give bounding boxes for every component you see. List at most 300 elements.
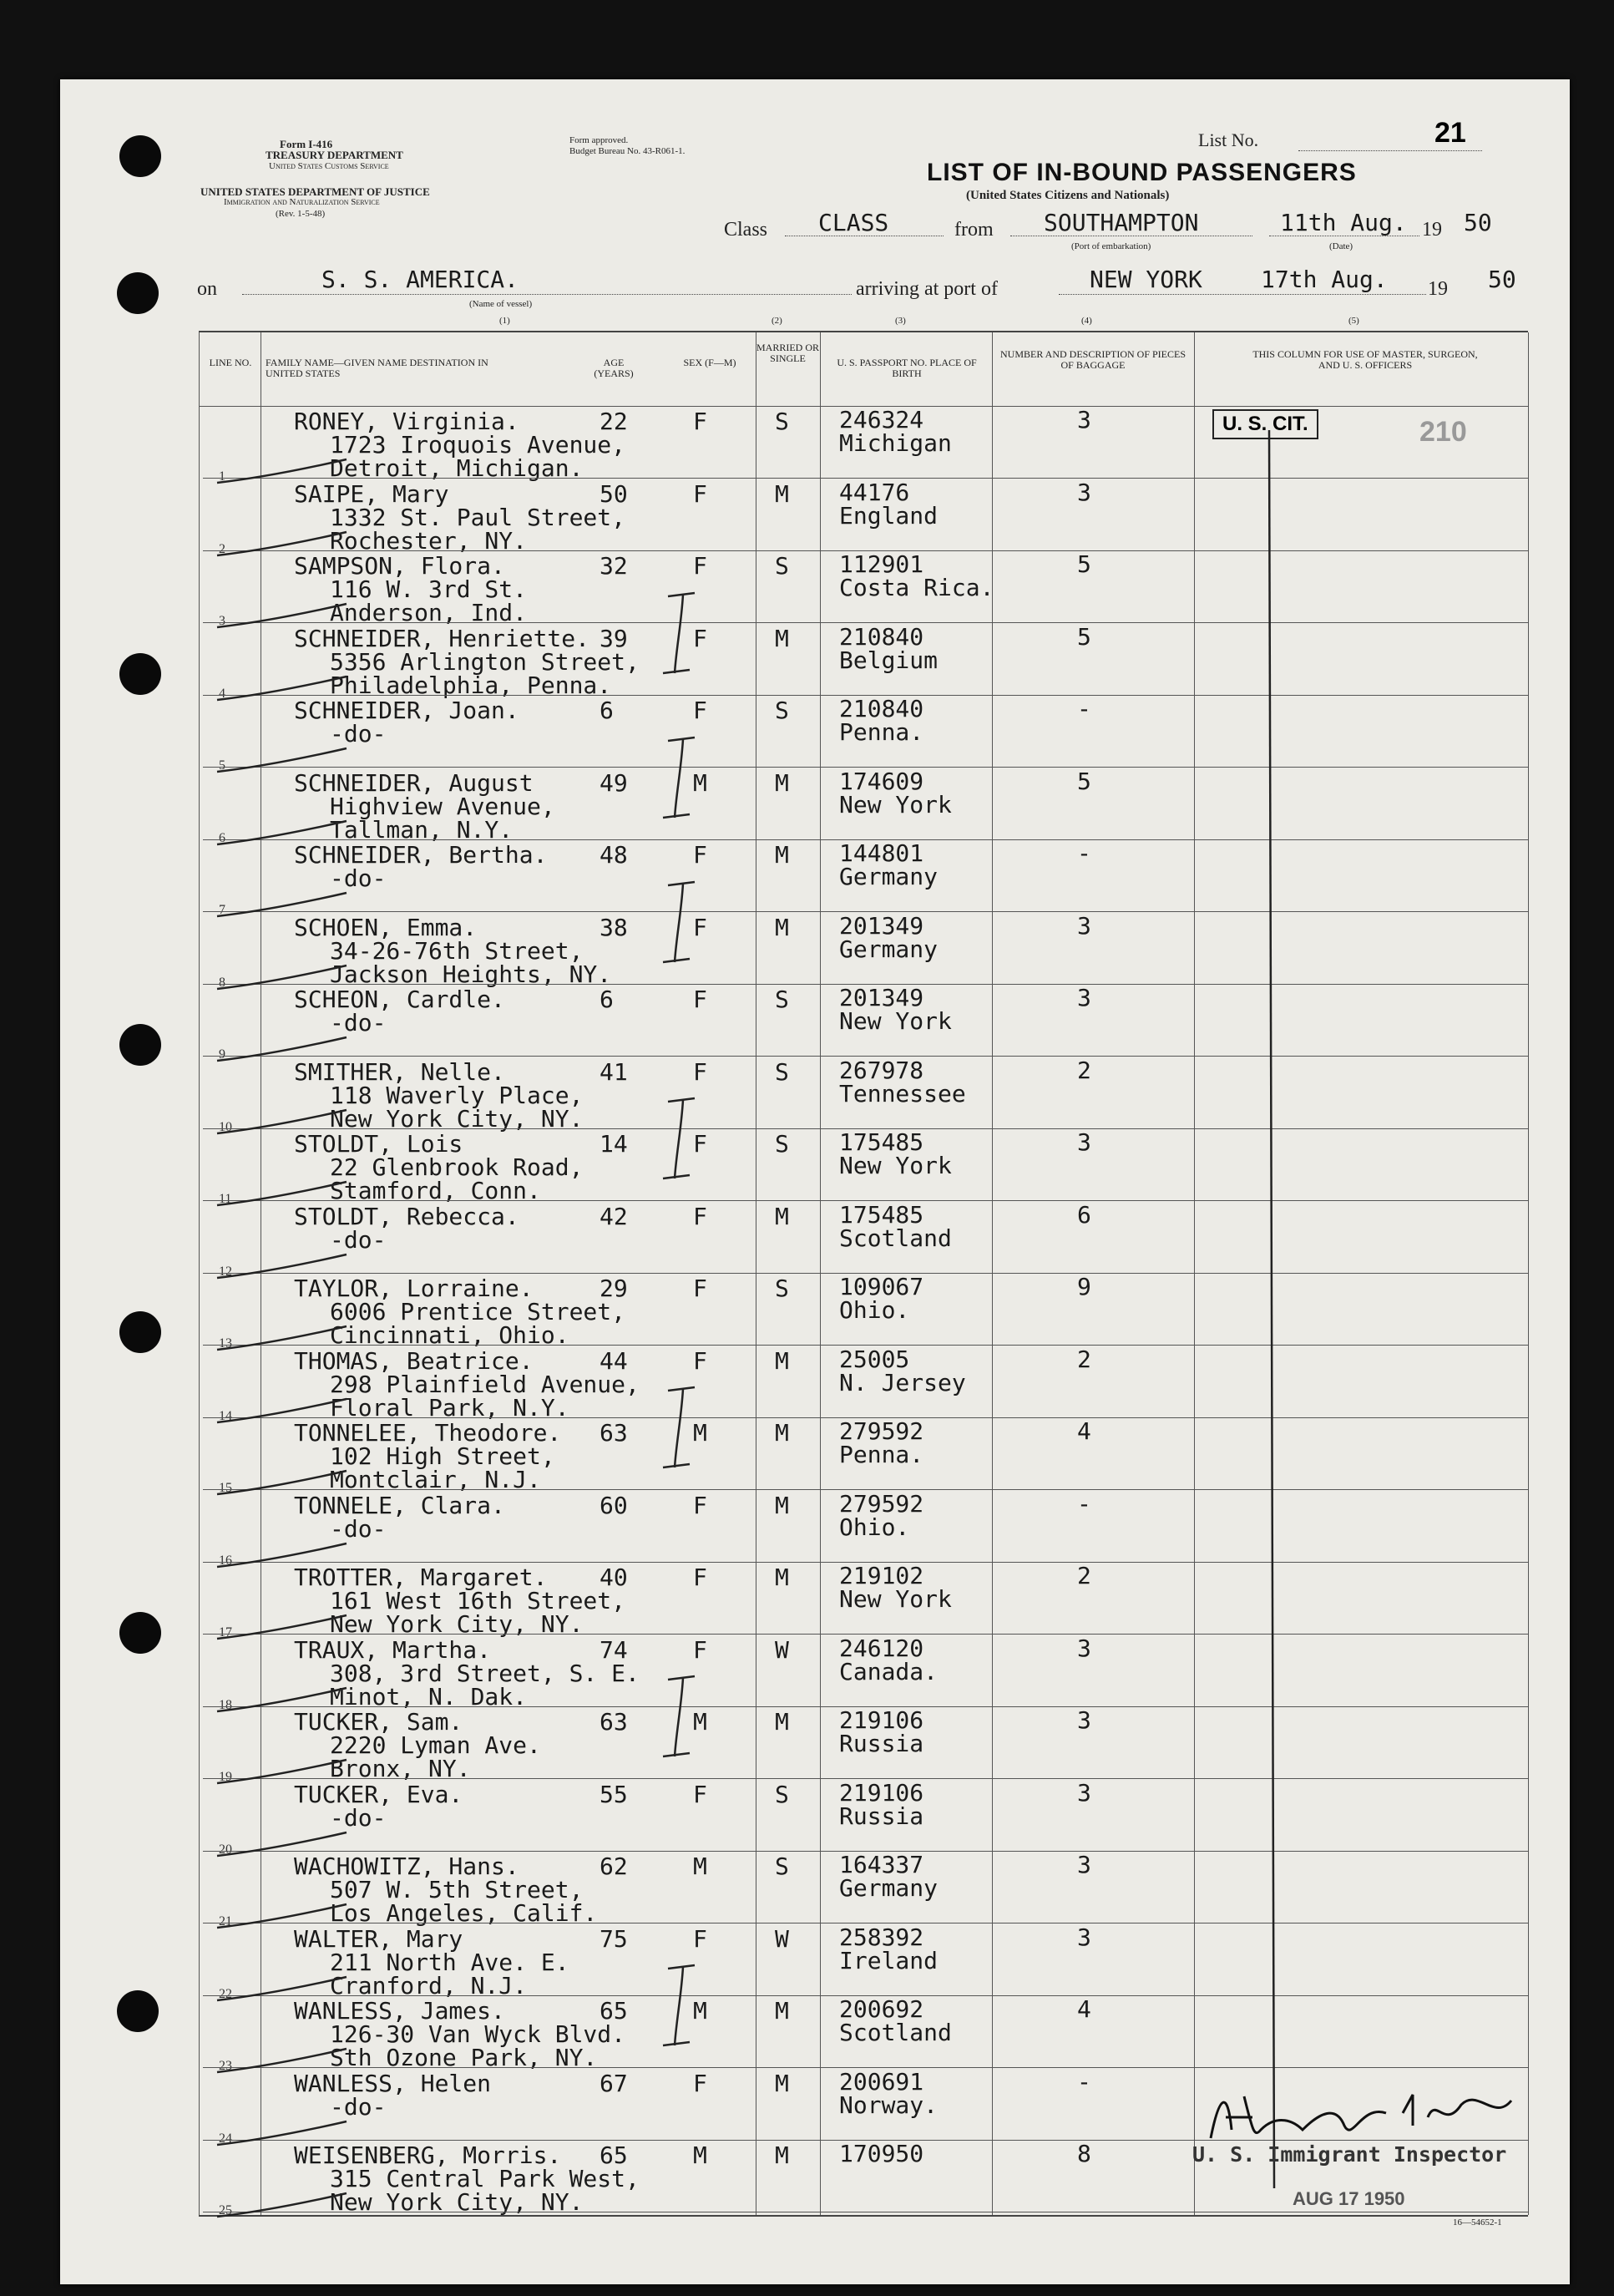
passport-number: 210840 — [839, 695, 924, 722]
place-of-birth: Scotland — [839, 1224, 952, 1252]
passenger-address: 102 High Street, — [330, 1442, 555, 1470]
arrival-year-prefix: 19 — [1428, 278, 1448, 300]
passenger-address: -do- — [330, 1803, 387, 1832]
passport-number: 164337 — [839, 1851, 924, 1878]
passenger-name: WALTER, Mary — [294, 1924, 463, 1953]
line-number: 15 — [219, 1481, 232, 1495]
passport-number: 25005 — [839, 1345, 910, 1373]
passenger-marital-status: M — [775, 913, 789, 941]
passenger-name: TUCKER, Sam. — [294, 1708, 463, 1736]
passenger-address: Highview Avenue, — [330, 792, 555, 820]
passport-number: 279592 — [839, 1417, 924, 1445]
list-label: List No. — [1198, 129, 1259, 150]
passenger-name: STOLDT, Rebecca. — [294, 1202, 519, 1230]
baggage-count: 6 — [1077, 1200, 1091, 1229]
col-number-2: (2) — [772, 316, 782, 326]
passenger-address: 161 West 16th Street, — [330, 1587, 626, 1614]
baggage-count: 3 — [1077, 911, 1091, 940]
passenger-marital-status: M — [775, 1346, 789, 1375]
line-number: 17 — [219, 1625, 232, 1640]
passenger-sex: F — [693, 1924, 707, 1953]
baggage-count: 9 — [1077, 1273, 1091, 1300]
passenger-sex: M — [693, 2141, 707, 2169]
place-of-birth: Penna. — [839, 1441, 924, 1468]
col-number-1: (1) — [499, 316, 510, 326]
baggage-count: 3 — [1077, 1634, 1091, 1662]
passenger-sex: M — [693, 1708, 707, 1736]
line-number: 3 — [219, 614, 225, 628]
passenger-age: 39 — [600, 624, 628, 652]
baggage-count: 5 — [1077, 550, 1091, 578]
approval-line2: Budget Bureau No. 43-R061-1. — [569, 146, 686, 156]
line-number: 2 — [219, 541, 225, 556]
passenger-marital-status: M — [775, 2069, 789, 2097]
passenger-city: Tallman, N.Y. — [330, 815, 514, 844]
passenger-name: THOMAS, Beatrice. — [294, 1346, 534, 1375]
passenger-marital-status: S — [775, 986, 789, 1013]
place-of-birth: N. Jersey — [839, 1368, 966, 1396]
class-label: Class — [724, 219, 768, 241]
passenger-marital-status: M — [775, 1491, 789, 1519]
passenger-city: Stamford, Conn. — [330, 1177, 541, 1204]
passenger-marital-status: W — [775, 1924, 789, 1953]
passenger-marital-status: W — [775, 1635, 789, 1664]
passport-number: 219102 — [839, 1562, 924, 1589]
passenger-city: Anderson, Ind. — [330, 599, 528, 626]
baggage-count: - — [1077, 839, 1091, 867]
place-of-birth: Penna. — [839, 718, 924, 746]
passenger-name: TROTTER, Margaret. — [294, 1564, 548, 1591]
passenger-age: 75 — [600, 1924, 628, 1953]
passport-number: 258392 — [839, 1923, 924, 1951]
passenger-age: 41 — [600, 1057, 628, 1086]
us-citizen-stamp: U. S. CIT. — [1212, 409, 1318, 439]
place-of-birth: New York — [839, 1152, 952, 1179]
ins-service: Immigration and Naturalization Service — [224, 197, 380, 207]
passenger-name: SCHNEIDER, August — [294, 768, 534, 797]
baggage-count: 3 — [1077, 1706, 1091, 1734]
place-of-birth: Germany — [839, 935, 939, 963]
passenger-name: SAMPSON, Flora. — [294, 552, 505, 580]
line-number: 21 — [219, 1914, 232, 1929]
passenger-city: Jackson Heights, NY. — [330, 960, 612, 988]
passenger-address: 1723 Iroquois Avenue, — [330, 431, 626, 459]
arrival-port: NEW YORK — [1090, 266, 1202, 293]
passenger-sex: F — [693, 552, 707, 580]
binder-hole — [119, 1024, 161, 1066]
passenger-sex: F — [693, 1780, 707, 1808]
date-caption: (Date) — [1329, 241, 1353, 251]
passenger-sex: F — [693, 1564, 707, 1591]
passenger-city: New York City, NY. — [330, 1104, 584, 1133]
passenger-city: Cincinnati, Ohio. — [330, 1321, 569, 1349]
passenger-address: 211 North Ave. E. — [330, 1948, 569, 1976]
form-number: Form I-416 — [280, 138, 333, 150]
passenger-sex: F — [693, 697, 707, 724]
family-bracket-mark — [651, 590, 710, 682]
passenger-age: 6 — [600, 986, 614, 1013]
departure-year: 50 — [1464, 209, 1492, 236]
binder-hole — [119, 1311, 161, 1353]
place-of-birth: Ireland — [839, 1946, 939, 1974]
passenger-sex: F — [693, 1202, 707, 1230]
passenger-sex: F — [693, 1275, 707, 1302]
col-age: AGE (YEARS) — [594, 357, 634, 379]
check-mark — [213, 2192, 355, 2225]
approval-line1: Form approved. — [569, 135, 629, 145]
passenger-marital-status: S — [775, 1275, 789, 1302]
document-title: LIST OF IN-BOUND PASSENGERS — [927, 159, 1357, 186]
passenger-sex: F — [693, 1346, 707, 1375]
passenger-age: 40 — [600, 1564, 628, 1591]
passenger-address: -do- — [330, 864, 387, 892]
passenger-name: SCHNEIDER, Bertha. — [294, 841, 548, 869]
binder-hole — [117, 272, 159, 314]
from-label: from — [954, 219, 994, 241]
passenger-marital-status: S — [775, 1057, 789, 1086]
place-of-birth: Tennessee — [839, 1079, 966, 1107]
col-number-4: (4) — [1081, 316, 1092, 326]
passenger-city: Bronx, NY. — [330, 1755, 471, 1782]
arrival-year: 50 — [1488, 266, 1516, 293]
passenger-sex: F — [693, 1491, 707, 1519]
family-bracket-mark — [651, 1095, 710, 1187]
passenger-age: 42 — [600, 1202, 628, 1230]
passport-number: 170950 — [839, 2140, 924, 2167]
passport-number: 279592 — [839, 1489, 924, 1518]
passport-number: 246120 — [839, 1634, 924, 1662]
col-married-single: MARRIED OR SINGLE — [756, 342, 819, 364]
passport-number: 109067 — [839, 1273, 924, 1300]
passenger-marital-status: M — [775, 768, 789, 797]
passenger-address: -do- — [330, 1514, 387, 1543]
passenger-marital-status: S — [775, 1130, 789, 1158]
baggage-count: - — [1077, 695, 1091, 722]
line-number: 1 — [219, 469, 225, 484]
place-of-birth: Costa Rica. — [839, 574, 994, 601]
place-of-birth: Russia — [839, 1802, 924, 1830]
passenger-sex: F — [693, 408, 707, 435]
passenger-name: SAIPE, Mary — [294, 479, 449, 508]
family-bracket-mark — [651, 1962, 710, 2054]
vessel-name: S. S. AMERICA. — [321, 266, 519, 293]
passenger-city: Sth Ozone Park, NY. — [330, 2044, 598, 2071]
baggage-count: 3 — [1077, 406, 1091, 433]
passenger-age: 29 — [600, 1275, 628, 1302]
pen-stroke-line — [1211, 426, 1311, 2197]
passenger-sex: F — [693, 1057, 707, 1086]
line-number: 8 — [219, 975, 225, 990]
passenger-city: New York City, NY. — [330, 1610, 584, 1638]
family-bracket-mark — [651, 879, 710, 971]
justice-dept: UNITED STATES DEPARTMENT OF JUSTICE — [200, 185, 430, 198]
passport-number: 210840 — [839, 622, 924, 651]
col-sex: SEX (F—M) — [683, 357, 736, 368]
passenger-name: WEISENBERG, Morris. — [294, 2141, 562, 2169]
passenger-address: -do- — [330, 1225, 387, 1254]
passenger-address: 34-26-76th Street, — [330, 936, 584, 965]
form-code: 16—54652-1 — [1453, 2217, 1502, 2228]
passport-number: 201349 — [839, 984, 924, 1011]
binder-hole — [119, 653, 161, 695]
baggage-count: 4 — [1077, 1417, 1091, 1445]
passenger-address: 298 Plainfield Avenue, — [330, 1370, 640, 1398]
passenger-age: 49 — [600, 768, 628, 797]
passenger-marital-status: S — [775, 1853, 789, 1880]
line-number: 10 — [219, 1119, 232, 1134]
passenger-city: Montclair, N.J. — [330, 1466, 541, 1493]
place-of-birth: Scotland — [839, 2019, 952, 2046]
passenger-age: 6 — [600, 697, 614, 724]
passenger-address: 308, 3rd Street, S. E. — [330, 1659, 640, 1687]
passport-number: 201349 — [839, 911, 924, 940]
passenger-name: WANLESS, Helen — [294, 2069, 492, 2097]
passenger-address: -do- — [330, 720, 387, 748]
line-number: 24 — [219, 2131, 232, 2146]
passenger-sex: F — [693, 986, 707, 1013]
line-number: 22 — [219, 1986, 232, 2001]
passenger-name: SCHOEN, Emma. — [294, 913, 478, 941]
passport-number: 175485 — [839, 1128, 924, 1156]
passenger-name: WACHOWITZ, Hans. — [294, 1853, 519, 1880]
passenger-age: 63 — [600, 1419, 628, 1447]
passport-number: 219106 — [839, 1778, 924, 1807]
passenger-marital-status: S — [775, 552, 789, 580]
line-number: 20 — [219, 1842, 232, 1857]
passenger-city: Rochester, NY. — [330, 526, 528, 555]
passenger-sex: F — [693, 479, 707, 508]
passenger-address: -do- — [330, 2092, 387, 2121]
passenger-address: 126-30 Van Wyck Blvd. — [330, 2020, 626, 2048]
revision: (Rev. 1-5-48) — [276, 209, 326, 219]
passenger-city: Los Angeles, Calif. — [330, 1899, 598, 1927]
passenger-address: 315 Central Park West, — [330, 2165, 640, 2192]
place-of-birth: New York — [839, 1007, 952, 1035]
line-number: 9 — [219, 1047, 225, 1062]
passenger-sex: M — [693, 1997, 707, 2025]
baggage-count: 3 — [1077, 1128, 1091, 1156]
line-number: 12 — [219, 1264, 232, 1279]
passenger-address: 22 Glenbrook Road, — [330, 1153, 584, 1181]
passenger-city: Detroit, Michigan. — [330, 454, 584, 482]
binder-hole — [119, 1612, 161, 1654]
passenger-sex: F — [693, 841, 707, 869]
list-number: 21 — [1434, 117, 1466, 149]
passport-number: 200692 — [839, 1995, 924, 2023]
customs-service: United States Customs Service — [269, 161, 389, 171]
from-value: SOUTHAMPTON — [1044, 209, 1199, 236]
place-of-birth: Ohio. — [839, 1513, 910, 1541]
col-officers: THIS COLUMN FOR USE OF MASTER, SURGEON, AND U. S. OFFICERS — [1252, 348, 1478, 371]
passenger-age: 38 — [600, 913, 628, 941]
col-line-no: LINE NO. — [209, 357, 252, 368]
passport-number: 219106 — [839, 1706, 924, 1734]
passenger-address: 507 W. 5th Street, — [330, 1876, 584, 1903]
passenger-sex: F — [693, 624, 707, 652]
place-of-birth: Ohio. — [839, 1296, 910, 1324]
passenger-name: SCHNEIDER, Henriette. — [294, 624, 590, 652]
passenger-age: 67 — [600, 2069, 628, 2097]
col-name-destination: FAMILY NAME—GIVEN NAME DESTINATION IN UNITED STATES — [266, 357, 488, 379]
passenger-age: 60 — [600, 1491, 628, 1519]
passenger-name: SCHEON, Cardle. — [294, 986, 505, 1013]
passenger-marital-status: S — [775, 1780, 789, 1808]
passenger-city: Cranford, N.J. — [330, 1971, 528, 1999]
line-number: 18 — [219, 1697, 232, 1712]
baggage-count: 3 — [1077, 984, 1091, 1011]
passenger-marital-status: M — [775, 1997, 789, 2025]
family-bracket-mark — [651, 1384, 710, 1476]
baggage-count: 2 — [1077, 1056, 1091, 1084]
col-passport-birth: U. S. PASSPORT NO. PLACE OF BIRTH — [837, 357, 977, 379]
baggage-count: 4 — [1077, 1995, 1091, 2023]
inspector-title: U. S. Immigrant Inspector — [1192, 2142, 1507, 2167]
passenger-age: 62 — [600, 1853, 628, 1880]
passenger-name: TUCKER, Eva. — [294, 1780, 463, 1808]
vessel-caption: (Name of vessel) — [469, 299, 533, 309]
stamp-number: 210 — [1419, 416, 1467, 448]
binder-hole — [119, 135, 161, 177]
passenger-name: SCHNEIDER, Joan. — [294, 697, 519, 724]
place-of-birth: Norway. — [839, 2091, 939, 2119]
passenger-city: New York City, NY. — [330, 2188, 584, 2216]
passport-number: 112901 — [839, 550, 924, 578]
passenger-marital-status: M — [775, 1419, 789, 1447]
passenger-name: TONNELE, Clara. — [294, 1491, 505, 1519]
passenger-age: 14 — [600, 1130, 628, 1158]
passenger-marital-status: M — [775, 2141, 789, 2169]
passport-number: 44176 — [839, 478, 910, 506]
line-number: 25 — [219, 2203, 232, 2217]
passenger-age: 55 — [600, 1780, 628, 1808]
passenger-name: RONEY, Virginia. — [294, 408, 519, 435]
port-caption: (Port of embarkation) — [1071, 241, 1151, 251]
treasury-dept: TREASURY DEPARTMENT — [266, 149, 403, 161]
line-number: 16 — [219, 1553, 232, 1568]
baggage-count: 2 — [1077, 1345, 1091, 1373]
passenger-city: Philadelphia, Penna. — [330, 671, 612, 699]
binder-hole — [117, 1990, 159, 2032]
document-subtitle: (United States Citizens and Nationals) — [966, 189, 1170, 202]
passenger-address: 6006 Prentice Street, — [330, 1298, 626, 1325]
passenger-sex: M — [693, 1419, 707, 1447]
passport-number: 200691 — [839, 2067, 924, 2096]
line-number: 4 — [219, 686, 225, 701]
passenger-name: TAYLOR, Lorraine. — [294, 1275, 534, 1302]
passenger-age: 65 — [600, 1997, 628, 2025]
family-bracket-mark — [651, 1673, 710, 1765]
passenger-city: Floral Park, N.Y. — [330, 1393, 569, 1422]
passenger-name: WANLESS, James. — [294, 1997, 505, 2025]
col-number-5: (5) — [1348, 316, 1359, 326]
place-of-birth: Russia — [839, 1730, 924, 1757]
year-prefix: 19 — [1422, 219, 1442, 241]
place-of-birth: Germany — [839, 1874, 939, 1902]
line-number: 7 — [219, 903, 225, 917]
class-value: CLASS — [818, 209, 889, 236]
passenger-marital-status: M — [775, 841, 789, 869]
passenger-sex: F — [693, 913, 707, 941]
line-number: 6 — [219, 830, 225, 845]
line-number: 19 — [219, 1770, 232, 1784]
col-number-3: (3) — [895, 316, 906, 326]
baggage-count: - — [1077, 1489, 1091, 1518]
family-bracket-mark — [651, 734, 710, 826]
col-baggage: NUMBER AND DESCRIPTION OF PIECES OF BAGGAGE — [999, 348, 1186, 371]
passport-number: 144801 — [839, 839, 924, 867]
baggage-count: 5 — [1077, 622, 1091, 651]
passenger-marital-status: M — [775, 624, 789, 652]
passenger-address: 118 Waverly Place, — [330, 1081, 584, 1109]
passenger-marital-status: M — [775, 1564, 789, 1591]
passenger-address: 1332 St. Paul Street, — [330, 503, 626, 531]
baggage-count: 3 — [1077, 478, 1091, 506]
passenger-age: 65 — [600, 2141, 628, 2169]
passenger-name: SMITHER, Nelle. — [294, 1057, 505, 1086]
passenger-age: 22 — [600, 408, 628, 435]
passenger-age: 63 — [600, 1708, 628, 1736]
passenger-age: 74 — [600, 1635, 628, 1664]
passenger-city: Minot, N. Dak. — [330, 1682, 528, 1711]
passport-number: 174609 — [839, 767, 924, 795]
passenger-age: 32 — [600, 552, 628, 580]
departure-date: 11th Aug. — [1280, 209, 1407, 236]
place-of-birth: Belgium — [839, 646, 939, 674]
baggage-count: 3 — [1077, 1851, 1091, 1878]
line-number: 23 — [219, 2059, 232, 2073]
passenger-marital-status: M — [775, 479, 789, 508]
baggage-count: 3 — [1077, 1778, 1091, 1807]
arrival-date: 17th Aug. — [1261, 266, 1388, 293]
passenger-marital-status: S — [775, 697, 789, 724]
baggage-count: 3 — [1077, 1923, 1091, 1951]
passenger-age: 48 — [600, 841, 628, 869]
passenger-sex: F — [693, 1635, 707, 1664]
passenger-marital-status: M — [775, 1202, 789, 1230]
passenger-sex: F — [693, 2069, 707, 2097]
passenger-sex: F — [693, 1130, 707, 1158]
place-of-birth: Germany — [839, 863, 939, 890]
passenger-address: 116 W. 3rd St. — [330, 575, 528, 603]
baggage-count: 8 — [1077, 2140, 1091, 2167]
passenger-address: 5356 Arlington Street, — [330, 647, 640, 676]
passenger-marital-status: M — [775, 1708, 789, 1736]
passenger-sex: M — [693, 768, 707, 797]
baggage-count: - — [1077, 2067, 1091, 2096]
passenger-name: TONNELEE, Theodore. — [294, 1419, 562, 1447]
place-of-birth: Canada. — [839, 1657, 939, 1685]
passenger-marital-status: S — [775, 408, 789, 435]
passenger-address: -do- — [330, 1009, 387, 1036]
passenger-sex: M — [693, 1853, 707, 1880]
baggage-count: 5 — [1077, 767, 1091, 795]
line-number: 13 — [219, 1336, 232, 1351]
passenger-age: 50 — [600, 479, 628, 508]
on-label: on — [197, 278, 217, 300]
passenger-address: 2220 Lyman Ave. — [330, 1731, 541, 1759]
arriving-label: arriving at port of — [856, 278, 998, 300]
passport-number: 267978 — [839, 1056, 924, 1084]
place-of-birth: Michigan — [839, 429, 952, 457]
line-number: 5 — [219, 758, 225, 773]
place-of-birth: New York — [839, 1585, 952, 1613]
baggage-count: 2 — [1077, 1562, 1091, 1589]
passenger-age: 44 — [600, 1346, 628, 1375]
passenger-name: TRAUX, Martha. — [294, 1635, 492, 1664]
passport-number: 175485 — [839, 1200, 924, 1229]
place-of-birth: New York — [839, 790, 952, 819]
passport-number: 246324 — [839, 406, 924, 433]
